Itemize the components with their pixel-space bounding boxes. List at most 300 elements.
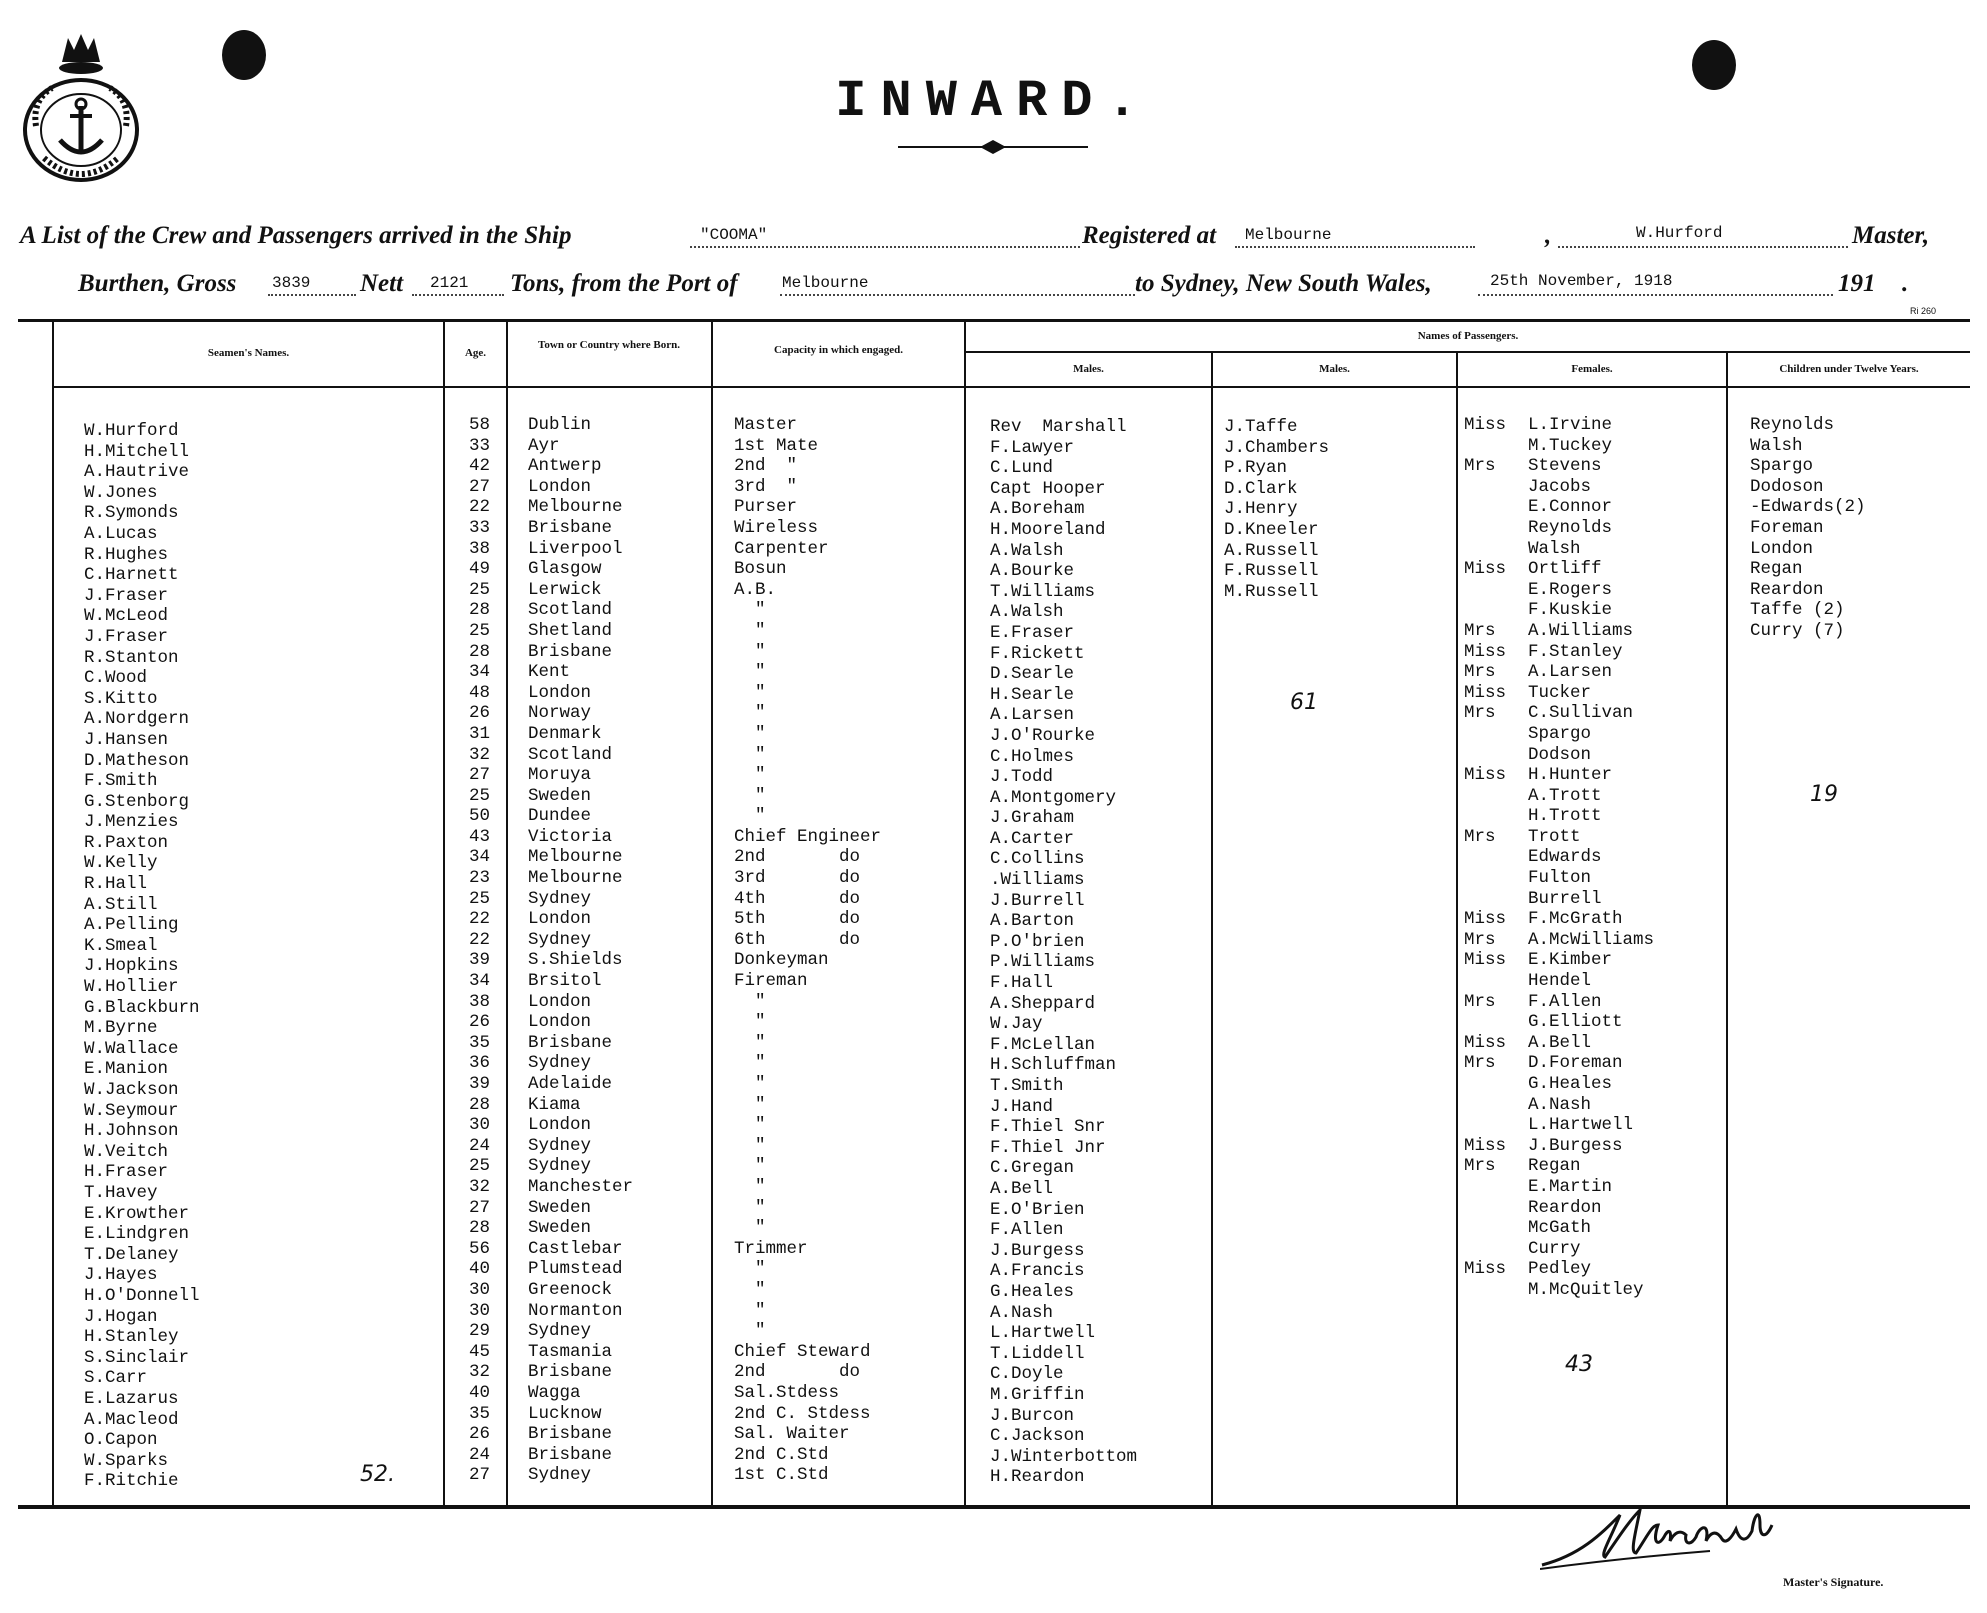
crew-name: W.Hurford [84, 421, 179, 441]
crew-name: J.Fraser [84, 626, 169, 647]
male-passenger: G.Heales [990, 1281, 1075, 1302]
crew-capacity: " [734, 1135, 766, 1156]
female-passenger-title [1464, 1177, 1506, 1198]
female-passenger-title [1464, 518, 1506, 539]
crew-capacity: 3rd " [734, 476, 798, 497]
male-passenger: F.Russell [1224, 561, 1319, 582]
crew-birthplace: Sydney [528, 1053, 592, 1074]
crew-capacity: Sal. Waiter [734, 1424, 850, 1445]
crew-capacity: " [734, 765, 766, 786]
female-passenger-title [1464, 436, 1506, 457]
female-passenger: F.Stanley [1528, 641, 1623, 662]
female-passenger-title: Miss [1464, 682, 1507, 703]
female-passenger: Reardon [1528, 1197, 1602, 1218]
crew-capacity: 1st C.Std [734, 1465, 829, 1486]
crew-capacity: " [734, 1156, 766, 1177]
female-passenger: L.Hartwell [1528, 1115, 1634, 1136]
crew-name: W.Hollier [84, 977, 179, 998]
female-passenger-title [1464, 724, 1506, 745]
female-passenger: Dodson [1528, 744, 1592, 765]
crew-age: 40 [468, 1382, 490, 1403]
crew-birthplace: Lucknow [528, 1403, 602, 1424]
crew-name: J.Hayes [84, 1265, 158, 1286]
male-passenger: C.Jackson [990, 1426, 1085, 1447]
crew-birthplace: Sydney [528, 1321, 592, 1342]
male-passenger: J.Burrell [990, 890, 1085, 911]
crew-birthplace: Kiama [528, 1094, 581, 1115]
male-passenger: P.Ryan [1224, 458, 1288, 479]
male-passenger: A.Boreham [990, 499, 1085, 520]
crew-name: H.Mitchell [84, 441, 190, 462]
female-passenger: F.McGrath [1528, 909, 1623, 930]
crew-name: D.Matheson [84, 750, 190, 771]
col-males-1: Males. [1073, 363, 1104, 375]
female-passenger: M.McQuitley [1528, 1279, 1644, 1300]
male-passenger: C.Doyle [990, 1364, 1064, 1385]
crew-name: J.Hansen [84, 729, 169, 750]
crew-birthplace: London [528, 1115, 592, 1136]
crew-birthplace: Sweden [528, 1197, 592, 1218]
col-town-born: Town or Country where Born. [538, 339, 680, 351]
crew-age: 48 [468, 682, 490, 703]
crew-age: 29 [468, 1321, 490, 1342]
crew-age: 34 [468, 847, 490, 868]
female-passenger-title [1464, 889, 1506, 910]
female-passenger-title: Miss [1464, 1259, 1507, 1280]
crew-name: R.Symonds [84, 503, 179, 524]
crew-capacity: " [734, 620, 766, 641]
male-passenger: T.Smith [990, 1076, 1064, 1096]
crew-capacity: Fireman [734, 971, 808, 992]
ship-name: "COOMA" [700, 226, 768, 244]
crew-name: S.Kitto [84, 688, 158, 709]
col-capacity: Capacity in which engaged. [774, 344, 903, 356]
passengers-males-2-column [1224, 417, 1329, 602]
crew-capacity: " [734, 1197, 766, 1218]
crew-age: 40 [468, 1259, 490, 1280]
crew-age: 27 [468, 1465, 490, 1486]
crew-capacity: 3rd do [734, 868, 861, 889]
crew-age: 45 [468, 1341, 490, 1362]
crew-age: 49 [468, 559, 490, 580]
female-passenger: Walsh [1528, 538, 1581, 559]
female-passenger: A.Nash [1528, 1094, 1592, 1115]
gross-tons: 3839 [272, 274, 311, 292]
female-passenger-title [1464, 1012, 1506, 1033]
crew-name: R.Hughes [84, 544, 169, 565]
crew-name: J.Hogan [84, 1306, 158, 1327]
child-passenger: Reynolds [1750, 415, 1835, 435]
female-passenger: H.Hunter [1528, 765, 1613, 786]
crew-capacity: Purser [734, 497, 798, 518]
crew-age: 42 [468, 456, 490, 477]
crew-birthplace: Brisbane [528, 641, 613, 662]
female-passenger: Pedley [1528, 1259, 1592, 1280]
crew-age: 30 [468, 1300, 490, 1321]
crew-age: 23 [468, 868, 490, 889]
crew-capacity: Chief Steward [734, 1341, 871, 1362]
crew-name: R.Hall [84, 874, 148, 895]
crew-birthplace: London [528, 682, 592, 703]
crew-name: R.Paxton [84, 832, 169, 853]
crew-name: K.Smeal [84, 935, 158, 956]
col-children: Children under Twelve Years. [1779, 363, 1919, 375]
crew-capacity: " [734, 785, 766, 806]
female-passenger-title: Mrs [1464, 929, 1496, 950]
male-passenger: C.Holmes [990, 746, 1075, 767]
crew-capacity: Wireless [734, 517, 819, 538]
crew-age: 28 [468, 641, 490, 662]
male-passenger: F.McLellan [990, 1034, 1096, 1055]
male-passenger: F.Lawyer [990, 437, 1075, 458]
female-passenger: M.Tuckey [1528, 435, 1613, 456]
passengers-males-1-column [990, 417, 1137, 1488]
col-males-2: Males. [1319, 363, 1350, 375]
female-passenger-title [1464, 600, 1506, 621]
crew-capacity: Trimmer [734, 1238, 808, 1259]
crew-age: 33 [468, 517, 490, 538]
crew-capacity: 2nd do [734, 1362, 861, 1383]
crew-name: H.Fraser [84, 1162, 169, 1183]
crew-birthplace: Castlebar [528, 1238, 623, 1259]
passengers-females-titles-column [1464, 415, 1506, 1301]
crew-name: A.Pelling [84, 915, 179, 936]
male-passenger: J.Graham [990, 808, 1075, 829]
male-passenger: A.Nash [990, 1302, 1054, 1323]
crew-capacity: 1st Mate [734, 435, 819, 456]
crew-capacity: 2nd do [734, 847, 861, 868]
crew-birthplace: Shetland [528, 620, 613, 641]
master-label: Master, [1852, 222, 1930, 249]
crew-age: 25 [468, 620, 490, 641]
female-passenger-title: Miss [1464, 559, 1507, 580]
crew-age: 32 [468, 744, 490, 765]
child-passenger: London [1750, 538, 1814, 559]
crew-birthplace: Norway [528, 703, 592, 724]
crew-capacity: " [734, 1032, 766, 1053]
crew-name: J.Menzies [84, 812, 179, 833]
crew-age: 56 [468, 1238, 490, 1259]
crew-name: S.Carr [84, 1368, 148, 1389]
female-passenger: Tucker [1528, 682, 1592, 703]
year-label: 191 [1838, 270, 1876, 297]
female-passenger: Burrell [1528, 888, 1602, 909]
crew-name: F.Smith [84, 771, 158, 792]
crew-capacity: A.B. [734, 579, 777, 600]
female-passenger: Ortliff [1528, 559, 1602, 580]
child-passenger: Regan [1750, 559, 1803, 580]
female-passenger: D.Foreman [1528, 1053, 1623, 1074]
crew-age: 25 [468, 888, 490, 909]
crew-age: 34 [468, 662, 490, 683]
crew-birthplace: Liverpool [528, 538, 623, 559]
crew-birthplace: Moruya [528, 765, 592, 786]
passengers-females-column [1528, 415, 1654, 1301]
female-passenger-title [1464, 806, 1506, 827]
female-passenger: C.Sullivan [1528, 703, 1634, 724]
female-passenger-title [1464, 745, 1506, 766]
crew-age: 25 [468, 1156, 490, 1177]
crew-name: J.Hopkins [84, 956, 179, 977]
crew-capacity: " [734, 1279, 766, 1300]
male-passenger: A.Walsh [990, 540, 1064, 561]
male-passenger: W.Jay [990, 1014, 1043, 1035]
crew-birthplace: Glasgow [528, 559, 602, 580]
tons-port-label: Tons, from the Port of [510, 270, 738, 297]
crew-name: W.Sparks [84, 1450, 169, 1471]
female-passenger: E.Connor [1528, 497, 1613, 518]
female-passenger-title [1464, 971, 1506, 992]
female-passenger: L.Irvine [1528, 415, 1613, 435]
crew-age: 25 [468, 785, 490, 806]
crew-capacity: 4th do [734, 888, 861, 909]
male-passenger: A.Sheppard [990, 993, 1096, 1014]
crew-age: 24 [468, 1135, 490, 1156]
male-passenger: A.Bourke [990, 561, 1075, 582]
male-passenger: P.Williams [990, 952, 1096, 973]
female-passenger-title: Miss [1464, 1135, 1507, 1156]
crew-capacity: Master [734, 415, 798, 435]
crew-birthplace: Melbourne [528, 868, 623, 889]
crew-capacity: 2nd " [734, 456, 798, 477]
crew-birthplace: Antwerp [528, 456, 602, 477]
crew-age: 36 [468, 1053, 490, 1074]
crew-name: E.Krowther [84, 1203, 190, 1224]
crew-name: H.O'Donnell [84, 1285, 200, 1306]
male-passenger: J.Taffe [1224, 417, 1298, 437]
male-passenger: D.Searle [990, 664, 1075, 685]
crew-capacity: " [734, 1115, 766, 1136]
arrival-date: 25th November, 1918 [1490, 272, 1673, 290]
male-passenger: J.Henry [1224, 499, 1298, 520]
crew-birthplace: S.Shields [528, 950, 623, 971]
crew-age: 28 [468, 1218, 490, 1239]
col-age: Age. [464, 347, 487, 359]
crew-name: W.Jones [84, 482, 158, 503]
crew-capacity: " [734, 744, 766, 765]
nett-label: Nett [360, 270, 404, 297]
crew-age: 26 [468, 703, 490, 724]
female-passenger-title [1464, 1198, 1506, 1219]
col-seamen-names: Seamen's Names. [207, 347, 290, 359]
male-passenger: A.Barton [990, 911, 1075, 932]
male-passenger: J.Burgess [990, 1240, 1085, 1261]
male-passenger: H.Mooreland [990, 519, 1106, 540]
child-passenger: Curry (7) [1750, 620, 1845, 641]
crew-name: R.Stanton [84, 647, 179, 668]
female-passenger: Regan [1528, 1156, 1581, 1177]
crew-birthplace: Greenock [528, 1279, 613, 1300]
crew-capacity: Donkeyman [734, 950, 829, 971]
male-passenger: M.Griffin [990, 1384, 1085, 1405]
female-passenger: A.McWilliams [1528, 929, 1655, 950]
crew-birthplace: Dublin [528, 415, 592, 435]
crew-birthplace: London [528, 476, 592, 497]
male-passenger: P.O'brien [990, 931, 1085, 952]
female-passenger-title [1464, 847, 1506, 868]
female-passenger: E.Kimber [1528, 950, 1613, 971]
crew-name: A.Hautrive [84, 462, 190, 483]
female-passenger: E.Martin [1528, 1176, 1613, 1197]
male-passenger: L.Hartwell [990, 1323, 1096, 1344]
crew-capacity: " [734, 1053, 766, 1074]
crew-birthplace: Brsitol [528, 971, 602, 992]
crew-birthplace: London [528, 1012, 592, 1033]
crew-birthplace: Kent [528, 662, 571, 683]
female-passenger: A.Williams [1528, 620, 1634, 641]
crew-name: M.Byrne [84, 1018, 158, 1039]
crew-birthplace: Melbourne [528, 847, 623, 868]
crew-birthplace: Dundee [528, 806, 592, 827]
crew-age: 24 [468, 1444, 490, 1465]
crew-capacity: 2nd C.Std [734, 1444, 829, 1465]
crew-age: 43 [468, 826, 490, 847]
child-passenger: -Edwards(2) [1750, 497, 1866, 518]
crew-age: 28 [468, 600, 490, 621]
crew-birthplace: Sweden [528, 1218, 592, 1239]
crew-name: W.Kelly [84, 853, 158, 874]
crew-capacity: Bosun [734, 559, 787, 580]
male-passenger: A.Carter [990, 828, 1075, 849]
crew-capacity-column [734, 415, 881, 1486]
crew-birthplace: Denmark [528, 723, 602, 744]
female-passenger: Hendel [1528, 971, 1592, 992]
female-passenger-title: Miss [1464, 1032, 1507, 1053]
female-passenger: G.Elliott [1528, 1012, 1623, 1033]
crew-capacity: " [734, 1321, 766, 1342]
female-passenger: A.Trott [1528, 785, 1602, 806]
child-passenger: Foreman [1750, 517, 1824, 538]
crew-name: G.Stenborg [84, 791, 190, 812]
crew-birthplace: Wagga [528, 1382, 581, 1403]
crew-name: W.Wallace [84, 1038, 179, 1059]
crew-birthplace: Sweden [528, 785, 592, 806]
crew-name: E.Manion [84, 1059, 169, 1080]
male-passenger: H.Schluffman [990, 1055, 1117, 1076]
female-passenger-title: Miss [1464, 415, 1507, 435]
crew-birthplace: Brisbane [528, 1444, 613, 1465]
female-passenger-title: Miss [1464, 909, 1507, 930]
crew-age: 27 [468, 476, 490, 497]
crew-age: 32 [468, 1362, 490, 1383]
male-passenger: J.Burcon [990, 1405, 1075, 1426]
crew-capacity: Carpenter [734, 538, 829, 559]
male-passenger: F.Allen [990, 1220, 1064, 1241]
male-passenger: A.Larsen [990, 705, 1075, 726]
female-passenger-title [1464, 1115, 1506, 1136]
crew-birthplace: Brisbane [528, 1032, 613, 1053]
crew-age: 35 [468, 1032, 490, 1053]
crew-total-annotation: 52. [360, 1462, 395, 1487]
crew-name: J.Fraser [84, 585, 169, 606]
crew-name: C.Harnett [84, 565, 179, 586]
crew-birthplace: Brisbane [528, 1424, 613, 1445]
male-passenger: F.Thiel Jnr [990, 1137, 1106, 1158]
male-passenger: F.Hall [990, 973, 1054, 994]
crew-birthplace: Sydney [528, 888, 592, 909]
crew-birthplace: Victoria [528, 826, 613, 847]
male-passenger: F.Thiel Snr [990, 1117, 1106, 1138]
children-total-annotation: 19 [1810, 782, 1838, 807]
crew-name: A.Nordgern [84, 709, 190, 730]
crew-age: 26 [468, 1012, 490, 1033]
crew-capacity: " [734, 991, 766, 1012]
crew-name: W.Jackson [84, 1080, 179, 1100]
male-passenger: A.Montgomery [990, 787, 1117, 808]
crew-age: 34 [468, 971, 490, 992]
crew-capacity: " [734, 682, 766, 703]
crew-birthplace: London [528, 909, 592, 930]
crew-age: 50 [468, 806, 490, 827]
child-passenger: Dodoson [1750, 476, 1824, 497]
departure-port: Melbourne [782, 274, 869, 292]
crew-name: W.Veitch [84, 1141, 169, 1162]
females-total-annotation: 43 [1565, 1352, 1593, 1377]
crew-name: W.Seymour [84, 1100, 179, 1121]
female-passenger: A.Larsen [1528, 662, 1613, 683]
crew-name: T.Havey [84, 1182, 158, 1203]
crew-capacity: " [734, 1300, 766, 1321]
crew-birthplace: Sydney [528, 1135, 592, 1156]
male-passenger: J.Chambers [1224, 437, 1330, 458]
registered-port: Melbourne [1245, 226, 1332, 244]
crew-capacity: " [734, 1259, 766, 1280]
child-passenger: Reardon [1750, 579, 1824, 600]
crew-name: W.McLeod [84, 606, 169, 627]
crew-capacity: " [734, 1218, 766, 1239]
crew-name: A.Still [84, 894, 158, 915]
female-passenger-title: Mrs [1464, 1156, 1496, 1177]
female-passenger-title [1464, 497, 1506, 518]
crew-age: 30 [468, 1115, 490, 1136]
male-passenger: T.Liddell [990, 1343, 1085, 1364]
crew-age: 27 [468, 1197, 490, 1218]
crew-ages-column [446, 415, 490, 1486]
female-passenger-title [1464, 1218, 1506, 1239]
male-passenger: A.Walsh [990, 602, 1064, 623]
crew-birthplace: Scotland [528, 744, 613, 765]
crew-age: 30 [468, 1279, 490, 1300]
crew-age: 22 [468, 909, 490, 930]
female-passenger: Stevens [1528, 456, 1602, 477]
header-comma: , [1545, 222, 1552, 249]
female-passenger: H.Trott [1528, 806, 1602, 827]
female-passenger: G.Heales [1528, 1074, 1613, 1094]
crew-capacity: " [734, 1176, 766, 1197]
crew-age: 28 [468, 1094, 490, 1115]
crew-age: 39 [468, 950, 490, 971]
crew-capacity: " [734, 806, 766, 827]
crew-name: G.Blackburn [84, 997, 200, 1018]
crew-capacity: " [734, 723, 766, 744]
registered-label: Registered at [1082, 222, 1217, 249]
female-passenger: J.Burgess [1528, 1135, 1623, 1156]
male-passenger: J.O'Rourke [990, 725, 1096, 746]
male-passenger: J.Hand [990, 1096, 1054, 1117]
female-passenger-title [1464, 477, 1506, 498]
page-title: INWARD. [835, 72, 1152, 131]
female-passenger: E.Rogers [1528, 579, 1613, 600]
crew-birthplace: Lerwick [528, 579, 602, 600]
male-passenger: D.Clark [1224, 478, 1298, 499]
crew-birthplace: Manchester [528, 1176, 634, 1197]
female-passenger-title: Miss [1464, 765, 1507, 786]
table-top-rule [18, 319, 1970, 322]
female-passenger: F.Kuskie [1528, 600, 1613, 621]
crew-capacity: 2nd C. Stdess [734, 1403, 871, 1424]
female-passenger-title: Miss [1464, 950, 1507, 971]
nett-tons: 2121 [430, 274, 469, 292]
